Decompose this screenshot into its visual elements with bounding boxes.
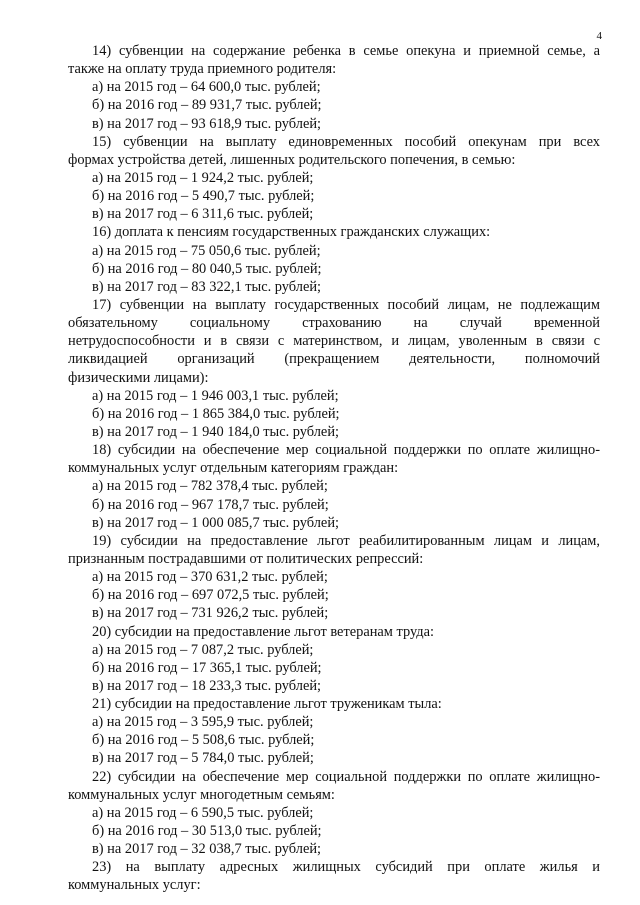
text-line: в) на 2017 год – 6 311,6 тыс. рублей; xyxy=(92,206,314,223)
text-line: в) на 2017 год – 83 322,1 тыс. рублей; xyxy=(92,278,322,295)
text-line: 15) субвенции на выплату единовременных пособий опекунам при всех xyxy=(92,133,600,150)
text-line: б) на 2016 год – 5 508,6 тыс. рублей; xyxy=(92,732,315,749)
text-line: а) на 2015 год – 1 946 003,1 тыс. рублей; xyxy=(92,387,339,404)
text-line: б) на 2016 год – 89 931,7 тыс. рублей; xyxy=(92,97,322,114)
text-line: б) на 2016 год – 697 072,5 тыс. рублей; xyxy=(92,587,329,604)
text-line: коммунальных услуг многодетным семьям: xyxy=(68,786,335,803)
text-line: б) на 2016 год – 1 865 384,0 тыс. рублей; xyxy=(92,405,340,422)
text-line: 20) субсидии на предоставление льгот ветеранам труда: xyxy=(92,623,434,640)
text-line: б) на 2016 год – 967 178,7 тыс. рублей; xyxy=(92,496,329,513)
text-line: 17) субвенции на выплату государственных пособий лицам, не подлежащим xyxy=(92,296,600,313)
text-line: также на оплату труда приемного родителя: xyxy=(68,61,337,78)
page-number: 4 xyxy=(596,30,602,42)
text-line: а) на 2015 год – 6 590,5 тыс. рублей; xyxy=(92,804,314,821)
text-line: а) на 2015 год – 75 050,6 тыс. рублей; xyxy=(92,242,321,259)
document-body xyxy=(68,42,600,895)
text-line: 22) субсидии на обеспечение мер социальной поддержки по оплате жилищно- xyxy=(92,768,600,785)
text-line: 21) субсидии на предоставление льгот труженикам тыла: xyxy=(92,696,442,713)
text-line: б) на 2016 год – 5 490,7 тыс. рублей; xyxy=(92,188,315,205)
text-line: формах устройства детей, лишенных родительского попечения, в семью: xyxy=(68,151,516,168)
text-line: в) на 2017 год – 5 784,0 тыс. рублей; xyxy=(92,750,314,767)
text-line: а) на 2015 год – 370 631,2 тыс. рублей; xyxy=(92,569,328,586)
text-line: ликвидацией организаций (прекращением деятельности, полномочий xyxy=(68,351,600,368)
text-line: 18) субсидии на обеспечение мер социальной поддержки по оплате жилищно- xyxy=(92,442,600,459)
text-line: в) на 2017 год – 731 926,2 тыс. рублей; xyxy=(92,605,329,622)
text-line: б) на 2016 год – 30 513,0 тыс. рублей; xyxy=(92,823,322,840)
text-line: нетрудоспособности и в связи с материнством, и лицам, уволенным в связи с xyxy=(68,333,600,350)
text-line: а) на 2015 год – 1 924,2 тыс. рублей; xyxy=(92,169,314,186)
text-line: в) на 2017 год – 32 038,7 тыс. рублей; xyxy=(92,841,322,858)
text-line: а) на 2015 год – 3 595,9 тыс. рублей; xyxy=(92,714,314,731)
text-line: а) на 2015 год – 64 600,0 тыс. рублей; xyxy=(92,79,321,96)
text-line: в) на 2017 год – 93 618,9 тыс. рублей; xyxy=(92,115,322,132)
text-line: физическими лицами): xyxy=(68,369,209,386)
text-line: 19) субсидии на предоставление льгот реабилитированным лицам и лицам, xyxy=(92,532,600,549)
text-line: а) на 2015 год – 7 087,2 тыс. рублей; xyxy=(92,641,314,658)
text-line: признанным пострадавшими от политических репрессий: xyxy=(68,550,424,567)
text-line: 14) субвенции на содержание ребенка в семье опекуна и приемной семье, а xyxy=(92,43,600,59)
text-line: 16) доплата к пенсиям государственных гражданских служащих: xyxy=(92,224,491,241)
text-line: коммунальных услуг отдельным категориям граждан: xyxy=(68,460,399,477)
text-line: обязательному социальному страхованию на случай временной xyxy=(68,315,600,332)
text-line: в) на 2017 год – 1 000 085,7 тыс. рублей; xyxy=(92,514,340,531)
text-line: б) на 2016 год – 80 040,5 тыс. рублей; xyxy=(92,260,322,277)
text-line: в) на 2017 год – 18 233,3 тыс. рублей; xyxy=(92,677,322,694)
text-line: в) на 2017 год – 1 940 184,0 тыс. рублей; xyxy=(92,423,340,440)
text-line: б) на 2016 год – 17 365,1 тыс. рублей; xyxy=(92,659,322,676)
text-line: коммунальных услуг: xyxy=(68,877,201,894)
text-line: 23) на выплату адресных жилищных субсидий при оплате жилья и xyxy=(92,859,600,876)
text-line: а) на 2015 год – 782 378,4 тыс. рублей; xyxy=(92,478,328,495)
